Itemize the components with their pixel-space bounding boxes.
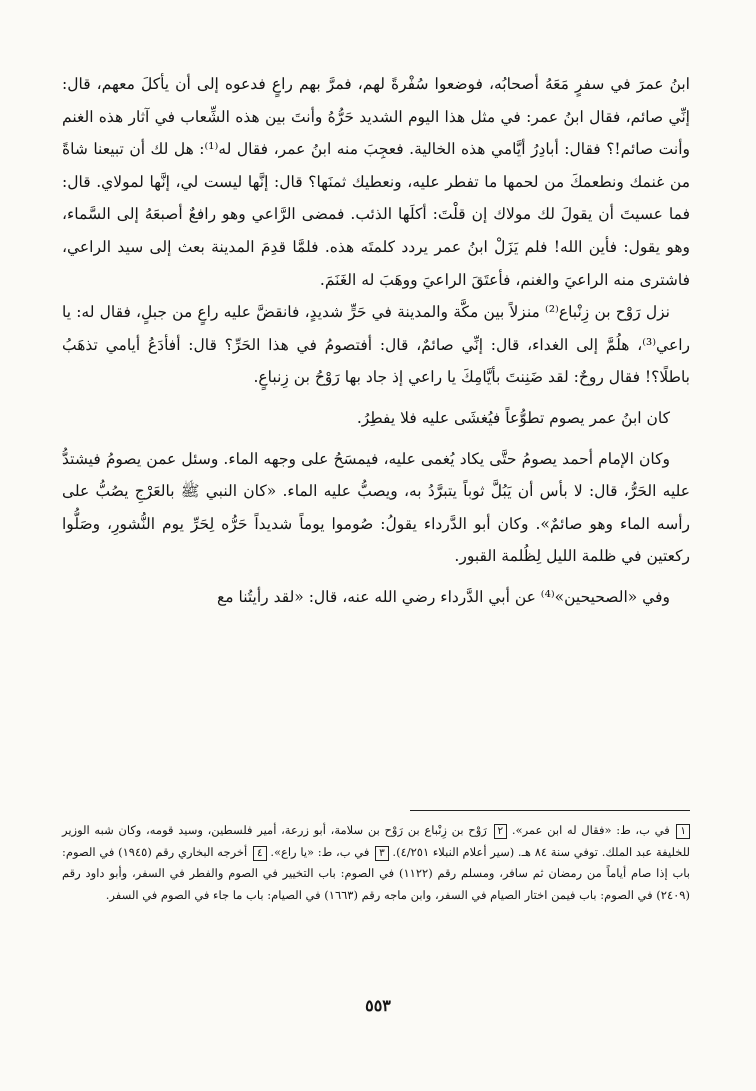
paragraph-rawh-ibn-zinba: نزل رَوْح بن زِنْباع⁽²⁾ منزلاً بين مكَّة والمدينة في حَرٍّ شديدٍ، فانقضَّ عليه راعٍ من جبلٍ، فقال له: يا راعي⁽³⁾، هلُمَّ إلى الغداء، قال: إنِّي صائمٌ، قال: أفتصومُ في هذا الحَرِّ؟ قال: أفأدَعُ أيامي تذهَبُ باطلًا؟! فقال روحٌ: لقد ضَنِنتَ بأيَّامِكَ يا راعي إذ جاد بها رَوْحُ بن زِنباعٍ. [62,303,690,387]
page-number: ٥٥٣ [365,996,391,1015]
paragraph-ibn-umar-fasting: كان ابنُ عمر يصوم تطوُّعاً فيُغشَى عليه فلا يفطِرُ. [356,408,670,427]
footnote-number: ٤ [253,846,267,861]
footnote-text: في ب، ط: «يا راع». [270,844,370,859]
main-text [62,68,690,614]
footnote-text: في ب، ط: «فقال له ابن عمر». [511,823,670,837]
footnote-divider [410,810,690,811]
paragraph-sahihayn: وفي «الصحيحين»⁽⁴⁾ عن أبي الدَّرداء رضي الله عنه، قال: «لقد رأيتُنا مع [217,587,670,606]
footnote-line [62,820,690,906]
footnotes [62,820,690,906]
footnote-number: ٢ [494,824,508,839]
paragraph-imam-ahmad: وكان الإمام أحمد يصومُ حتَّى يكاد يُغمى عليه، فيمسَحُ على وجهه الماء. وسئل عمن يصومُ فيشتدُّ عليه الحَرُّ، قال: لا بأس أن يَبُلَّ ثوباً يتبرَّدُ به، ويصبُّ عليه الماء. «كان النبي ﷺ بالعَرْجِ يصُبُّ على رأسه الماء وهو صائمٌ». وكان أبو الدَّرداء يقولُ: صُوموا يوماً شديداً حَرُّه لِحَرِّ يوم النُّشورِ، وصَلُّوا ركعتين في ظلمة الليل لِظُلمة القبور. [62,449,690,566]
footnote-text: أخرجه البخاري رقم (١٩٤٥) في الصوم: باب إذا صام أياماً من رمضان ثم سافر، ومسلم رقم (١١٢٢) في الصوم: باب التخيير في الصوم والفطر في السفر، وأبو داود رقم (٢٤٠٩) في الصوم: باب فيمن اختار الصيام في السفر، وابن ماجه رقم (١٦٦٣) في الصيام: باب ما جاء في الصوم في السفر. [62,844,690,902]
paragraph-ibn-umar-shepherd: ابنُ عمرَ في سفرٍ مَعَهُ أصحابُه، فوضعوا سُفْرةً لهم، فمرَّ بهم راعٍ فدعوه إلى أن يأكلَ معهم، قال: إنِّي صائم، فقال ابنُ عمر: في مثل هذا اليوم الشديد حَرُّهُ وأنتَ بين هذه الشِّعاب في آثار هذه الغنم وأنت صائم!؟ فقال: أبادِرُ أيَّامي هذه الخالية. فعجِبَ منه ابنُ عمر، فقال له⁽¹⁾: هل لك أن تبيعنا شاةً من غنمك ونطعمكَ من لحمها ما تفطر عليه، ونعطيك ثمنَها؟ قال: إنَّها ليست لي، إنَّها لمولاي. قال: فما عسيتَ أن يقولَ لك مولاك إن قلْتَ: أكلَها الذئب. فمضى الرَّاعي وهو رافعٌ أصبعَهُ إلى السَّماء، وهو يقول: فأين الله! فلم يَزَلْ ابنُ عمر يردد كلمتَه هذه. فلمَّا قدِمَ المدينة بعث إلى سيد الراعي، فاشترى منه الراعيَ والغنم، فأعتَقَ الراعيَ ووهَبَ له الغَنَمَ. [62,75,690,289]
footnote-number: ٣ [375,846,389,861]
footnote-number: ١ [676,824,690,839]
footnote-text: رَوْح بن زِنْباع بن رَوْح بن سلامة، أبو زرعة، أمير فلسطين، وسيد قومه، وكان شبه الوزير للخليفة عبد الملك. توفي سنة ٨٤ هـ. (سير أعلام النبلاء ٤/٢٥١). [62,823,691,859]
